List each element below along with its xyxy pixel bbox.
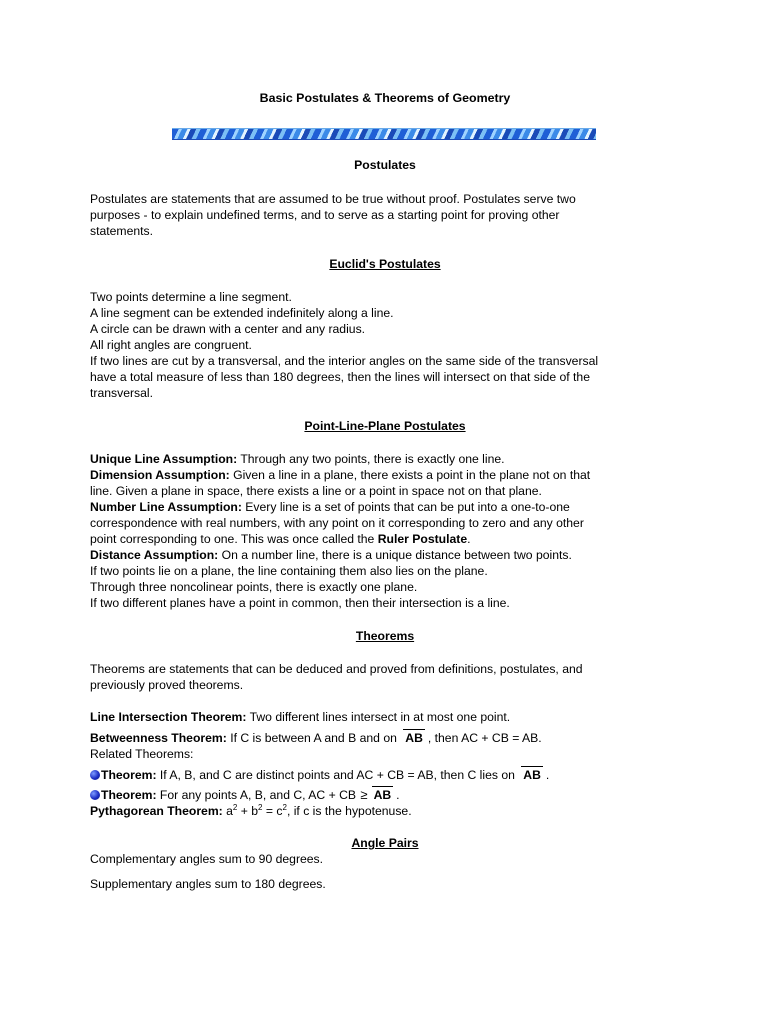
theorem-line — [90, 767, 680, 783]
theorem-line — [90, 787, 680, 803]
related-theorems-label: Related Theorems: — [90, 747, 194, 761]
text-fragment: point corresponding to one. This was once called the — [90, 532, 378, 546]
unique-line-assumption — [90, 451, 680, 467]
euclid-list — [90, 289, 680, 401]
term-text: If A, B, and C are distinct points and AC + CB = AB, then C lies on — [156, 768, 519, 782]
distance-assumption — [90, 547, 680, 563]
term-text: On a number line, there is a unique distance between two points. — [218, 548, 572, 562]
term-label: Distance Assumption: — [90, 548, 219, 562]
term-text: , if c is the hypotenuse. — [286, 804, 412, 818]
exponent: 2 — [282, 803, 287, 812]
dimension-assumption — [90, 467, 680, 483]
theorem-line — [90, 803, 680, 819]
postulates-heading: Postulates — [354, 158, 416, 172]
pythagorean-theorem — [90, 803, 680, 819]
term-label: Unique Line Assumption: — [90, 452, 238, 466]
term-label: Pythagorean Theorem: — [90, 804, 223, 818]
text-line: correspondence with real numbers, with any point on it corresponding to zero and any other — [90, 516, 584, 530]
ruler-postulate-line — [90, 531, 680, 547]
ruler-postulate-term: Ruler Postulate — [377, 532, 468, 546]
bullet-icon — [90, 790, 100, 800]
theorems-intro — [90, 661, 680, 693]
text-line: Complementary angles sum to 90 degrees. — [90, 852, 324, 866]
text-line: If two different planes have a point in common, then their intersection is a line. — [90, 596, 510, 610]
term-label: Dimension Assumption: — [90, 468, 230, 482]
text-line: Theorems are statements that can be deduced and proved from definitions, postulates, and — [90, 662, 583, 676]
segment-ab: AB — [520, 767, 544, 783]
term-text: , then AC + CB = AB. — [427, 731, 542, 745]
term-text: + b — [237, 804, 259, 818]
angle-pairs-heading-text: Angle Pairs — [351, 836, 419, 850]
term-text: If C is between A and B and on — [226, 731, 401, 745]
angle-pairs-heading — [90, 835, 680, 851]
term-text: . — [545, 768, 550, 782]
text-line: purposes - to explain undefined terms, and to serve as a starting point for proving other — [90, 208, 560, 222]
term-text: a — [222, 804, 233, 818]
betweenness-theorem — [90, 730, 680, 762]
greater-equal-symbol: ≥ — [360, 787, 368, 802]
number-line-assumption — [90, 499, 680, 515]
plp-list — [90, 451, 680, 611]
term-label: Theorem: — [101, 788, 157, 802]
postulates-intro — [90, 191, 680, 239]
complementary-line — [90, 851, 680, 867]
text-line: line. Given a plane in space, there exists a line or a point in space not on that plane. — [90, 484, 542, 498]
related-theorem-1 — [90, 767, 680, 783]
euclid-heading — [90, 256, 680, 272]
theorem-line — [90, 730, 680, 746]
term-text: = c — [262, 804, 283, 818]
term-label: Betweenness Theorem: — [90, 731, 227, 745]
term-text: Two different lines intersect in at most one point. — [246, 710, 511, 724]
decorative-banner — [172, 128, 596, 140]
text-line: Postulates are statements that are assumed to be true without proof. Postulates serve two — [90, 192, 576, 206]
euclid-heading-text: Euclid's Postulates — [329, 257, 441, 271]
text-line: All right angles are congruent. — [90, 338, 252, 352]
term-text: . — [396, 788, 400, 802]
text-line: have a total measure of less than 180 degrees, then the lines will intersect on that side of the — [90, 370, 590, 384]
term-text: For any points A, B, and C, AC + CB — [156, 788, 360, 802]
text-fragment: . — [467, 532, 471, 546]
theorems-heading — [90, 628, 680, 644]
segment-ab: AB — [371, 787, 395, 803]
exponent: 2 — [232, 803, 238, 812]
plp-heading — [90, 418, 680, 434]
related-theorem-2 — [90, 787, 680, 803]
text-line: If two lines are cut by a transversal, and the interior angles on the same side of the transversal — [90, 354, 599, 368]
exponent: 2 — [258, 803, 263, 812]
segment-ab: AB — [402, 730, 426, 746]
text-line: Supplementary angles sum to 180 degrees. — [90, 877, 326, 891]
term-label: Theorem: — [101, 768, 157, 782]
page-title: Basic Postulates & Theorems of Geometry — [259, 91, 511, 105]
term-label: Number Line Assumption: — [90, 500, 242, 514]
text-line: transversal. — [90, 386, 153, 400]
text-line: statements. — [90, 224, 153, 238]
text-line: previously proved theorems. — [90, 678, 244, 692]
term-text: Through any two points, there is exactly one line. — [237, 452, 505, 466]
theorem-line — [90, 709, 680, 725]
line-intersection-theorem — [90, 709, 680, 725]
text-line: A circle can be drawn with a center and any radius. — [90, 322, 366, 336]
supplementary-line — [90, 876, 680, 892]
term-label: Line Intersection Theorem: — [90, 710, 247, 724]
bullet-icon — [90, 770, 100, 780]
term-text: Given a line in a plane, there exists a point in the plane not on that — [229, 468, 591, 482]
text-line: Through three noncolinear points, there is exactly one plane. — [90, 580, 418, 594]
term-text: Every line is a set of points that can be put into a one-to-one — [241, 500, 570, 514]
text-line: A line segment can be extended indefinitely along a line. — [90, 306, 394, 320]
plp-heading-text: Point-Line-Plane Postulates — [304, 419, 466, 433]
theorems-heading-text: Theorems — [355, 629, 415, 643]
text-line: If two points lie on a plane, the line containing them also lies on the plane. — [90, 564, 488, 578]
text-line: Two points determine a line segment. — [90, 290, 292, 304]
